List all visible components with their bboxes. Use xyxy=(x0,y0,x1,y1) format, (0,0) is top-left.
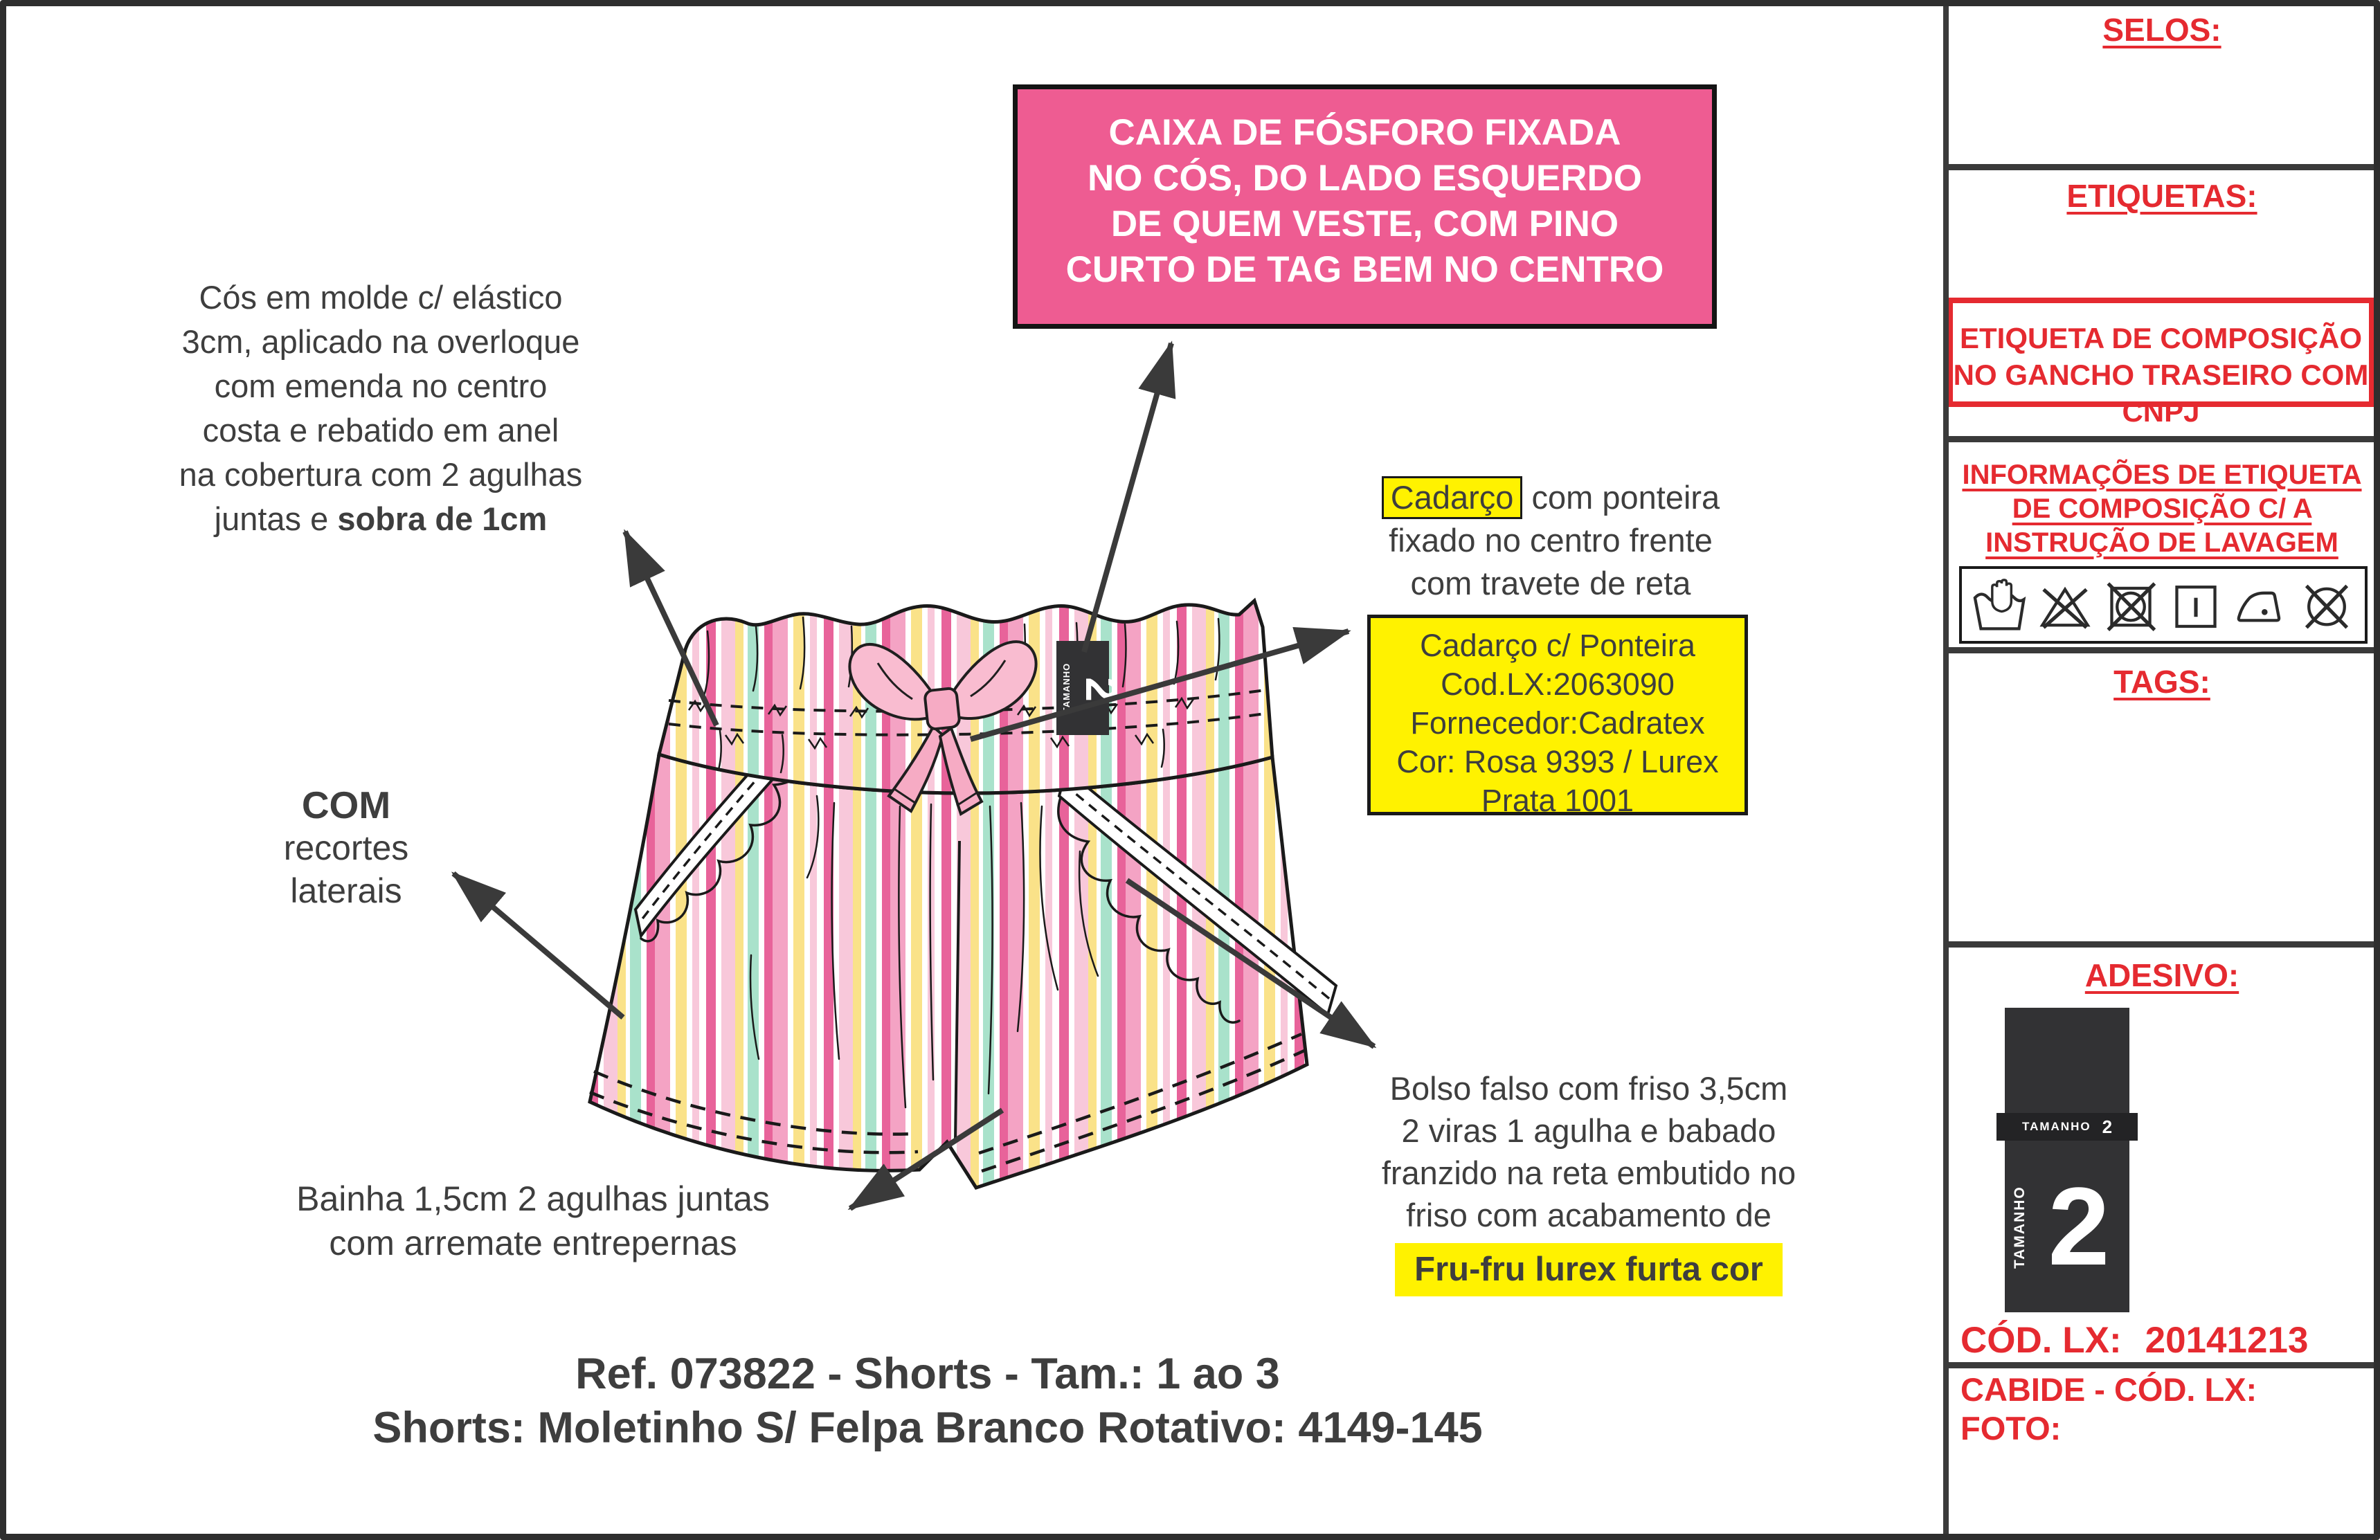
spec-line: Cadarço c/ Ponteira xyxy=(1420,628,1695,663)
hem-note-line: com arremate entrepernas xyxy=(329,1224,737,1262)
care-heading-line: INFORMAÇÕES DE xyxy=(1962,460,2217,490)
hem-note-line: Bainha 1,5cm 2 agulhas juntas xyxy=(296,1179,770,1218)
adesivo-heading: ADESIVO: xyxy=(2084,957,2239,993)
drawstring-note-line2: fixado no centro frente xyxy=(1389,522,1713,559)
size-sticker-big-size: 2 xyxy=(2048,1164,2110,1288)
waistband-note-line: Cós em molde c/ elástico xyxy=(199,279,563,316)
do-not-dry-clean-icon xyxy=(2297,573,2356,637)
pocket-note-line: 2 viras 1 agulha e babado xyxy=(1401,1112,1776,1149)
composition-line: GANCHO TRASEIRO COM CNPJ xyxy=(2005,359,2369,428)
spec-line: Cor: Rosa 9393 / Lurex xyxy=(1396,744,1719,779)
care-heading-line: ETIQUETA DE COMPOSIÇÃO C/ A xyxy=(2012,460,2362,524)
side-cut-bold: COM xyxy=(301,783,391,826)
sidebar-divider-5 xyxy=(1943,1362,2380,1368)
etiquetas-heading: ETIQUETAS: xyxy=(2066,178,2257,214)
arrow-matchbox-note xyxy=(1084,343,1171,652)
foto-label: FOTO: xyxy=(1960,1410,2062,1447)
care-symbols-box xyxy=(1959,566,2368,644)
pocket-note-line: Bolso falso com friso 3,5cm xyxy=(1389,1070,1788,1107)
waistband-note-line: 3cm, aplicado na overloque xyxy=(181,323,580,360)
drawstring-note-rest: com ponteira xyxy=(1522,479,1720,516)
tag-size-number: 2 xyxy=(1076,677,1127,702)
tags-heading: TAGS: xyxy=(2113,664,2210,700)
waistband-note-line: costa e rebatido em anel xyxy=(202,412,559,449)
reference-line1: Ref. 073822 - Shorts - Tam.: 1 ao 3 xyxy=(575,1350,1280,1398)
size-sticker-band-word: TAMANHO xyxy=(2021,1120,2091,1133)
tag-size-word: TAMANHO xyxy=(1061,662,1072,714)
sidebar-divider-1 xyxy=(1943,164,2380,170)
side-cut-line: laterais xyxy=(290,871,402,910)
spec-line: Cod.LX:2063090 xyxy=(1441,667,1675,702)
size-sticker-band-size: 2 xyxy=(2102,1116,2113,1137)
sidebar-divider-2 xyxy=(1943,436,2380,442)
care-heading xyxy=(1949,458,2375,560)
drip-dry-icon xyxy=(2166,573,2226,637)
do-not-tumble-dry-icon xyxy=(2101,573,2161,637)
pocket-note-line: friso com acabamento de xyxy=(1406,1197,1772,1233)
composition-line: ETIQUETA DE COMPOSIÇÃO NO xyxy=(1953,322,2363,391)
pocket-note-line: franzido na reta embutido no xyxy=(1381,1154,1796,1191)
cod-lx-label: CÓD. LX: xyxy=(1960,1320,2122,1361)
drawstring-note-line3: com travete de reta xyxy=(1410,565,1691,601)
matchbox-line: CAIXA DE FÓSFORO FIXADA xyxy=(1108,112,1621,153)
shorts-body xyxy=(590,754,1307,1188)
pocket-note-highlight: Fru-fru lurex furta cor xyxy=(1395,1243,1783,1296)
matchbox-line: NO CÓS, DO LADO ESQUERDO xyxy=(1088,158,1642,199)
cabide-label: CABIDE - CÓD. LX: xyxy=(1960,1371,2257,1408)
spec-line: Prata 1001 xyxy=(1481,783,1634,818)
composition-label-box xyxy=(1947,298,2374,428)
waistband-note-regular: juntas e xyxy=(214,500,338,537)
do-not-bleach-icon xyxy=(2035,573,2095,637)
sidebar-divider-vertical xyxy=(1943,0,1949,1540)
reference-line2: Shorts: Moletinho S/ Felpa Branco Rotativo: 4149-145 xyxy=(372,1404,1483,1452)
matchbox-line: CURTO DE TAG BEM NO CENTRO xyxy=(1065,249,1664,290)
waistband-note-line: com emenda no centro xyxy=(214,368,548,404)
size-sticker-top xyxy=(2005,1008,2129,1113)
arrow-side-cut-note xyxy=(453,873,623,1017)
size-sticker-vertical-word: TAMANHO xyxy=(2012,1186,2028,1269)
sidebar-divider-3 xyxy=(1943,647,2380,653)
cod-lx-row xyxy=(1960,1319,2308,1361)
hand-wash-icon xyxy=(1970,573,2030,637)
sidebar-divider-4 xyxy=(1943,941,2380,948)
matchbox-line: DE QUEM VESTE, COM PINO xyxy=(1110,203,1619,244)
spec-line: Fornecedor:Cadratex xyxy=(1410,705,1705,741)
cod-lx-value: 20141213 xyxy=(2145,1320,2309,1361)
drawstring-highlight: Cadarço xyxy=(1382,476,1523,519)
size-sticker-band xyxy=(1996,1113,2138,1141)
side-cut-line: recortes xyxy=(283,828,409,867)
waistband-note-line: na cobertura com 2 agulhas xyxy=(179,456,583,493)
selos-heading: SELOS: xyxy=(2102,12,2221,48)
care-heading-line: INSTRUÇÃO DE LAVAGEM xyxy=(1985,527,2338,558)
iron-icon xyxy=(2232,573,2291,637)
waistband-note-bold: sobra de 1cm xyxy=(337,500,548,537)
